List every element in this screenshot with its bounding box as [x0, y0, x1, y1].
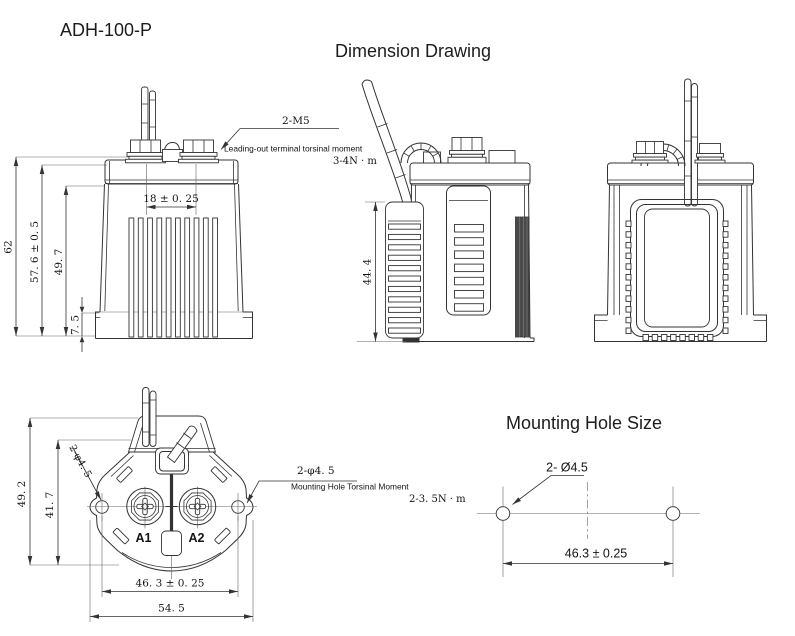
- terminal-torque-value: 3-4N · m: [333, 156, 377, 167]
- mounting-title: Mounting Hole Size: [505, 413, 663, 433]
- dim-hole-pitch: 46. 3 ± 0. 25: [135, 577, 205, 590]
- vent-slot: [211, 466, 227, 482]
- terminal-studs-back: [685, 79, 698, 206]
- note-hole-callout: 2-φ4. 5: [297, 465, 335, 477]
- dim-overall-width: 54. 5: [158, 602, 185, 615]
- hole-callout: 2-φ4. 5: [66, 443, 94, 480]
- mounting-hole-diagram: [477, 413, 700, 577]
- thread-callout: 2-M5: [282, 115, 310, 127]
- connector-block-side: [386, 202, 424, 343]
- mounting-hole-right: [666, 507, 680, 521]
- hex-nut-side: [452, 138, 482, 151]
- vent-slot: [214, 528, 230, 544]
- mounting-hole-callout: 2- Ø4.5: [546, 460, 588, 475]
- connector-face-back: [626, 200, 728, 341]
- back-view: [595, 79, 767, 342]
- terminal-label-a1: A1: [135, 531, 152, 545]
- note-hole-torque: Mounting Hole Torsinal Moment: [291, 481, 409, 492]
- vent-slot: [113, 528, 129, 544]
- top-housing: [129, 416, 216, 452]
- dim-base-height: 7. 5: [69, 314, 82, 336]
- cooling-fins: [129, 218, 218, 337]
- coil-wire-side: [362, 80, 412, 203]
- front-view: [3, 87, 378, 352]
- model-number: ADH-100-P: [60, 20, 153, 40]
- nut-stacks-back: [632, 142, 725, 164]
- mounting-callout-leader: [513, 476, 585, 505]
- dim-connector-height: 44. 4: [361, 258, 374, 286]
- side-view: [357, 80, 534, 343]
- hex-nut-right: [184, 140, 214, 153]
- relay-body-side: [406, 151, 534, 342]
- hex-nut-left: [131, 140, 161, 153]
- top-view: [16, 388, 466, 623]
- note-hole-torque-value: 2-3. 5N · m: [409, 494, 466, 505]
- dim-body-depth: 41. 7: [44, 491, 56, 519]
- dim-height-washer: 57. 6 ± 0. 5: [29, 220, 41, 284]
- stud-top-view: [143, 388, 150, 447]
- bottom-block: [162, 531, 182, 556]
- relay-body-front: [96, 160, 253, 339]
- terminal-label-a2: A2: [188, 531, 205, 545]
- drawing-title: Dimension Drawing: [334, 41, 492, 61]
- terminal-torque-note: Leading-out terminal torsinal moment: [224, 143, 363, 154]
- mount-flange-strip: [516, 217, 530, 337]
- relay-body-top: [87, 388, 257, 580]
- mounting-dim-hole-pitch: 46.3 ± 0.25: [564, 546, 628, 561]
- dim-terminal-pitch: 18 ± 0. 25: [143, 193, 199, 205]
- dim-overall-depth: 49. 2: [16, 480, 28, 508]
- top-hardware-side: [401, 138, 486, 164]
- mounting-hole-left: [496, 507, 510, 521]
- dim-height-body: 49. 7: [53, 248, 65, 276]
- dim-overall-height: 62: [2, 240, 15, 254]
- terminal-studs-front: [126, 87, 219, 163]
